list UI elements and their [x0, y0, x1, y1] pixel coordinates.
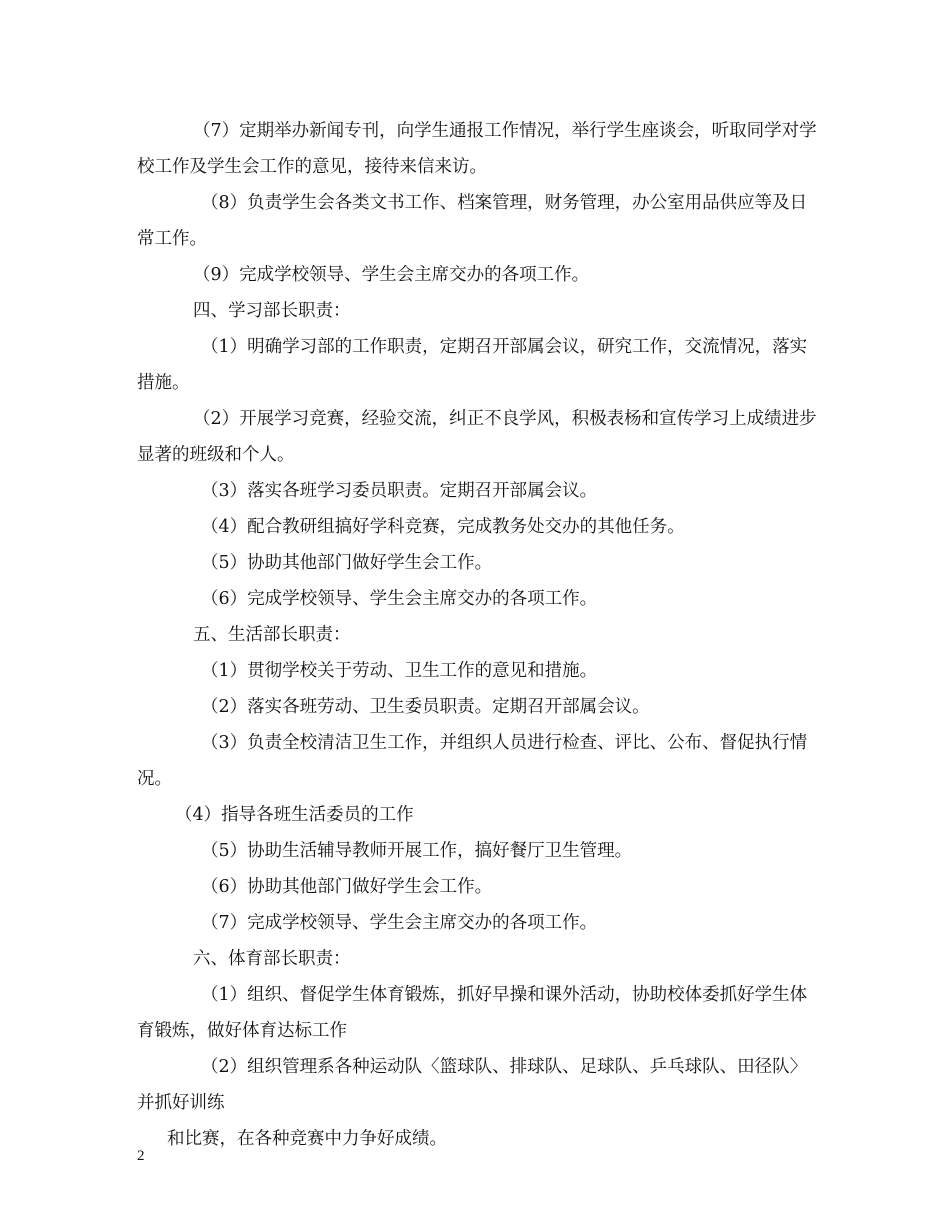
paragraph: （2）组织管理系各种运动队〈篮球队、排球队、足球队、乒乓球队、田径队〉并抓好训练	[137, 1057, 808, 1113]
page-number: 2	[137, 1148, 145, 1164]
document-body	[137, 113, 817, 1157]
paragraph: （8）负责学生会各类文书工作、档案管理，财务管理，办公室用品供应等及日常工作。	[137, 193, 808, 249]
paragraph: 和比赛，在各种竞赛中力争好成绩。	[167, 1129, 447, 1149]
paragraph: （4）配合教研组搞好学科竞赛，完成教务处交办的其他任务。	[201, 517, 685, 537]
paragraph: （6）协助其他部门做好学生会工作。	[201, 877, 493, 897]
paragraph: （1）明确学习部的工作职责，定期召开部属会议，研究工作，交流情况，落实措施。	[137, 337, 808, 393]
paragraph: （2）落实各班劳动、卫生委员职责。定期召开部属会议。	[201, 697, 650, 717]
paragraph: （1）组织、督促学生体育锻炼，抓好早操和课外活动，协助校体委抓好学生体育锻炼，做好体育达标工作	[137, 985, 808, 1041]
paragraph: （4）指导各班生活委员的工作	[175, 805, 414, 825]
paragraph: （5）协助其他部门做好学生会工作。	[201, 553, 493, 573]
section-heading: 六、体育部长职责：	[193, 949, 351, 969]
paragraph: （3）落实各班学习委员职责。定期召开部属会议。	[201, 481, 598, 501]
section-heading: 五、生活部长职责：	[193, 625, 351, 645]
paragraph: （9）完成学校领导、学生会主席交办的各项工作。	[193, 265, 590, 285]
paragraph: （7）定期举办新闻专刊，向学生通报工作情况，举行学生座谈会，听取同学对学校工作及学生会工作的意见，接待来信来访。	[137, 121, 817, 177]
paragraph: （5）协助生活辅导教师开展工作，搞好餐厅卫生管理。	[201, 841, 633, 861]
section-heading: 四、学习部长职责：	[193, 301, 351, 321]
paragraph: （3）负责全校清洁卫生工作，并组织人员进行检查、评比、公布、督促执行情况。	[137, 733, 808, 789]
paragraph: （1）贯彻学校关于劳动、卫生工作的意见和措施。	[201, 661, 598, 681]
paragraph: （7）完成学校领导、学生会主席交办的各项工作。	[201, 913, 598, 933]
paragraph: （2）开展学习竞赛，经验交流，纠正不良学风，积极表杨和宣传学习上成绩进步显著的班级和个人。	[137, 409, 817, 465]
paragraph: （6）完成学校领导、学生会主席交办的各项工作。	[201, 589, 598, 609]
